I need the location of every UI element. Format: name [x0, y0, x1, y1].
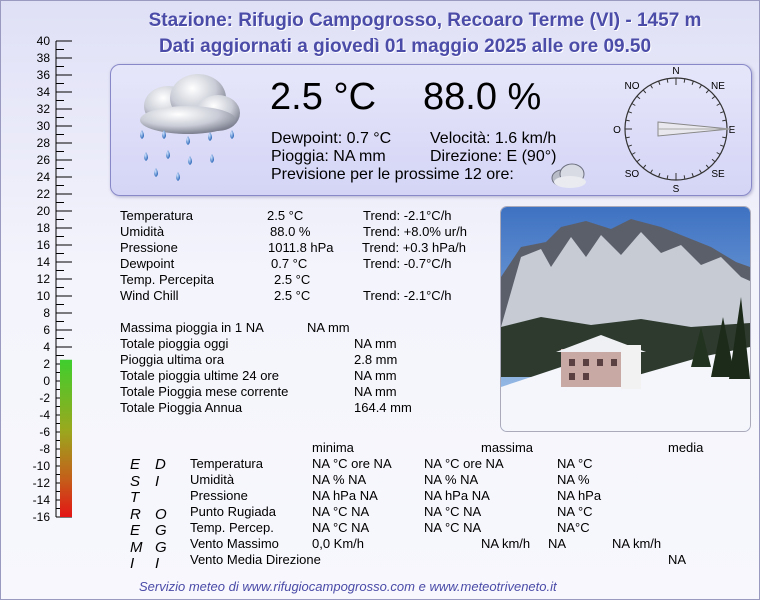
max-rain-rate-label: Massima pioggia in 1 NA — [120, 320, 264, 335]
compass-tick — [637, 159, 640, 162]
rain-value: NA mm — [354, 336, 397, 351]
compass-tick — [692, 173, 693, 177]
thermometer-tick-label: 12 — [36, 272, 50, 286]
compass-tick — [706, 165, 709, 168]
reading-value: 2.5 °C — [274, 288, 311, 303]
thermometer-tick-label: -10 — [32, 459, 50, 473]
compass-tick — [651, 170, 653, 173]
thermometer-tick-label: 10 — [36, 289, 50, 303]
compass-tick — [637, 96, 640, 99]
extremes-min: NA hPa NA — [312, 488, 378, 503]
col-min-header: minima — [312, 440, 354, 455]
thermometer-tick-label: 0 — [43, 374, 50, 388]
wind-compass — [612, 65, 740, 193]
thermometer-tick-label: -14 — [32, 493, 50, 507]
thermometer-tick-label: 34 — [36, 85, 50, 99]
reading-label: Umidità — [120, 224, 165, 239]
thermometer-tick-label: -2 — [39, 391, 50, 405]
thermometer-tick-label: -8 — [39, 442, 50, 456]
footer-credits: Servizio meteo di www.rifugiocampogrosso.com e www.meteotriveneto.it — [139, 579, 557, 594]
thermometer-tick-label: 20 — [36, 204, 50, 218]
compass-tick — [667, 79, 668, 83]
compass-label-no: NO — [624, 81, 640, 92]
compass-label-se: SE — [711, 169, 725, 180]
wind-max-max: NA km/h — [481, 536, 531, 551]
extremes-avg: NA °C — [557, 456, 593, 471]
reading-trend: Trend: +0.3 hPa/h — [362, 240, 466, 255]
thermometer-tick-label: 24 — [36, 170, 50, 184]
compass-tick — [722, 120, 726, 121]
extremes-max: NA °C NA — [424, 504, 482, 519]
compass-tick — [692, 81, 693, 85]
compass-tick — [643, 165, 646, 168]
reading-trend: Trend: -0.7°C/h — [363, 256, 452, 271]
forecast-label: Previsione per le prossime 12 ore: — [271, 166, 514, 183]
compass-tick — [720, 112, 724, 113]
dewpoint-value: Dewpoint: 0.7 °C — [271, 130, 392, 147]
reading-label: Wind Chill — [120, 288, 179, 303]
side-letter-di-oggi: D — [155, 456, 166, 473]
extremes-avg: NA % — [557, 472, 590, 487]
thermometer-tick-label: 26 — [36, 153, 50, 167]
reading-trend: Trend: +8.0% ur/h — [363, 224, 467, 239]
reading-label: Temperatura — [120, 208, 193, 223]
thermometer-tick-label: -16 — [32, 510, 50, 524]
wind-max-min: 0,0 Km/h — [312, 536, 365, 551]
rain-label: Totale Pioggia Annua — [120, 400, 243, 415]
compass-tick — [626, 120, 630, 121]
compass-tick — [643, 90, 646, 93]
compass-tick — [628, 112, 632, 113]
update-time: Dati aggiornati a giovedì 01 maggio 2025 alle ore 09.50 — [158, 36, 652, 57]
cloudy-icon — [548, 160, 588, 192]
side-letter-estremi: E — [130, 522, 141, 539]
extremes-avg: NA hPa — [557, 488, 602, 503]
reading-trend: Trend: -2.1°C/h — [363, 288, 452, 303]
max-rain-rate-value: NA mm — [307, 320, 350, 335]
compass-tick — [632, 104, 635, 106]
extremes-label: Temp. Percep. — [190, 520, 274, 535]
side-letter-estremi: M — [130, 538, 143, 556]
rain-label: Pioggia ultima ora — [120, 352, 225, 367]
station-photo — [500, 206, 751, 432]
rain-value: 2.8 mm — [354, 352, 398, 367]
compass-tick — [717, 104, 720, 106]
compass-tick — [659, 81, 660, 85]
compass-tick — [712, 159, 715, 162]
rain-label: Totale Pioggia mese corrente — [120, 384, 289, 399]
thermometer-tick-label: 18 — [36, 221, 50, 235]
compass-tick — [684, 175, 685, 179]
side-letter-di-oggi: O — [155, 505, 167, 523]
extremes-avg: NA°C — [557, 520, 590, 535]
extremes-max: NA °C NA — [424, 520, 482, 535]
reading-label: Dewpoint — [120, 256, 175, 271]
thermometer-tick-label: 2 — [43, 357, 50, 371]
compass-tick — [632, 153, 635, 155]
side-letter-estremi: E — [130, 456, 141, 473]
rain-value: NA mm — [354, 368, 397, 383]
extremes-avg: NA °C — [557, 504, 593, 519]
compass-tick — [684, 79, 685, 83]
compass-tick — [626, 137, 630, 138]
thermometer-scale — [0, 32, 76, 532]
compass-label-s: S — [672, 184, 680, 193]
rain-label: Totale pioggia oggi — [120, 336, 229, 351]
col-avg-header: media — [668, 440, 704, 455]
rain-value: Pioggia: NA mm — [271, 148, 386, 165]
compass-tick — [700, 170, 702, 173]
compass-tick — [659, 173, 660, 177]
thermometer-tick-label: 8 — [43, 306, 50, 320]
reading-trend: Trend: -2.1°C/h — [363, 208, 452, 223]
side-letter-di-oggi: I — [155, 555, 160, 572]
extremes-min: NA °C ore NA — [312, 456, 392, 471]
compass-tick — [722, 137, 726, 138]
rain-value: 164.4 mm — [354, 400, 412, 415]
wind-max-label: Vento Massimo — [190, 536, 279, 551]
thermometer-tick-label: 40 — [36, 34, 50, 48]
thermometer-tick-label: 38 — [36, 51, 50, 65]
thermometer-tick-label: 22 — [36, 187, 50, 201]
reading-value: 2.5 °C — [274, 272, 311, 287]
side-letter-estremi: S — [130, 472, 141, 490]
thermometer-tick-label: 36 — [36, 68, 50, 82]
reading-label: Pressione — [120, 240, 178, 255]
compass-tick — [700, 85, 702, 88]
wind-avg-value: NA — [668, 552, 687, 567]
compass-tick — [667, 175, 668, 179]
side-letter-estremi: T — [130, 489, 140, 506]
thermometer-tick-label: -4 — [39, 408, 50, 422]
compass-label-so: SO — [624, 169, 640, 180]
extremes-max: NA hPa NA — [424, 488, 490, 503]
extremes-label: Punto Rugiada — [190, 504, 277, 519]
compass-label-o: O — [613, 125, 621, 136]
current-humidity: 88.0 % — [423, 76, 542, 118]
compass-tick — [720, 145, 724, 146]
side-letter-estremi: R — [130, 505, 141, 523]
thermometer-fill — [60, 360, 72, 517]
wind-direction-value: Direzione: E (90°) — [430, 148, 557, 165]
thermometer-tick-label: 16 — [36, 238, 50, 252]
compass-tick — [651, 85, 653, 88]
rain-cloud-icon — [128, 68, 246, 188]
thermometer-tick-label: 28 — [36, 136, 50, 150]
thermometer-tick-label: 30 — [36, 119, 50, 133]
wind-max-avg: NA km/h — [612, 536, 662, 551]
thermometer-tick-label: 4 — [43, 340, 50, 354]
compass-label-e: E — [728, 125, 736, 136]
compass-label-n: N — [672, 66, 680, 77]
compass-tick — [706, 90, 709, 93]
extremes-label: Temperatura — [190, 456, 263, 471]
extremes-max: NA % NA — [424, 472, 479, 487]
reading-value: 0.7 °C — [271, 256, 308, 271]
reading-label: Temp. Percepita — [120, 272, 214, 287]
extremes-label: Pressione — [190, 488, 248, 503]
current-temperature: 2.5 °C — [270, 76, 377, 118]
thermometer-tick-label: 14 — [36, 255, 50, 269]
wind-max-time: NA — [548, 536, 567, 551]
reading-value: 2.5 °C — [267, 208, 304, 223]
rain-label: Totale pioggia ultime 24 ore — [120, 368, 279, 383]
thermometer-tick-label: -12 — [32, 476, 50, 490]
thermometer-tick-label: 6 — [43, 323, 50, 337]
side-letter-di-oggi: I — [155, 472, 160, 490]
wind-direction-needle — [658, 122, 730, 136]
extremes-max: NA °C ore NA — [424, 456, 504, 471]
side-letter-estremi: I — [130, 555, 135, 572]
reading-value: 88.0 % — [270, 224, 311, 239]
extremes-min: NA °C NA — [312, 520, 370, 535]
extremes-label: Umidità — [190, 472, 235, 487]
thermometer-tick-label: -6 — [39, 425, 50, 439]
extremes-min: NA % NA — [312, 472, 367, 487]
side-letter-di-oggi: G — [155, 538, 167, 556]
side-letter-di-oggi: G — [155, 522, 167, 539]
reading-value: 1011.8 hPa — [268, 240, 334, 255]
compass-tick — [628, 145, 632, 146]
compass-label-ne: NE — [711, 81, 725, 92]
station-title: Stazione: Rifugio Campogrosso, Recoaro Terme (VI) - 1457 m — [148, 10, 702, 31]
col-max-header: massima — [481, 440, 534, 455]
wind-speed-value: Velocità: 1.6 km/h — [430, 130, 557, 147]
thermometer-tick-label: 32 — [36, 102, 50, 116]
compass-tick — [717, 153, 720, 155]
compass-tick — [712, 96, 715, 99]
wind-avg-label: Vento Media Direzione — [190, 552, 321, 567]
rain-value: NA mm — [354, 384, 397, 399]
extremes-min: NA °C NA — [312, 504, 370, 519]
